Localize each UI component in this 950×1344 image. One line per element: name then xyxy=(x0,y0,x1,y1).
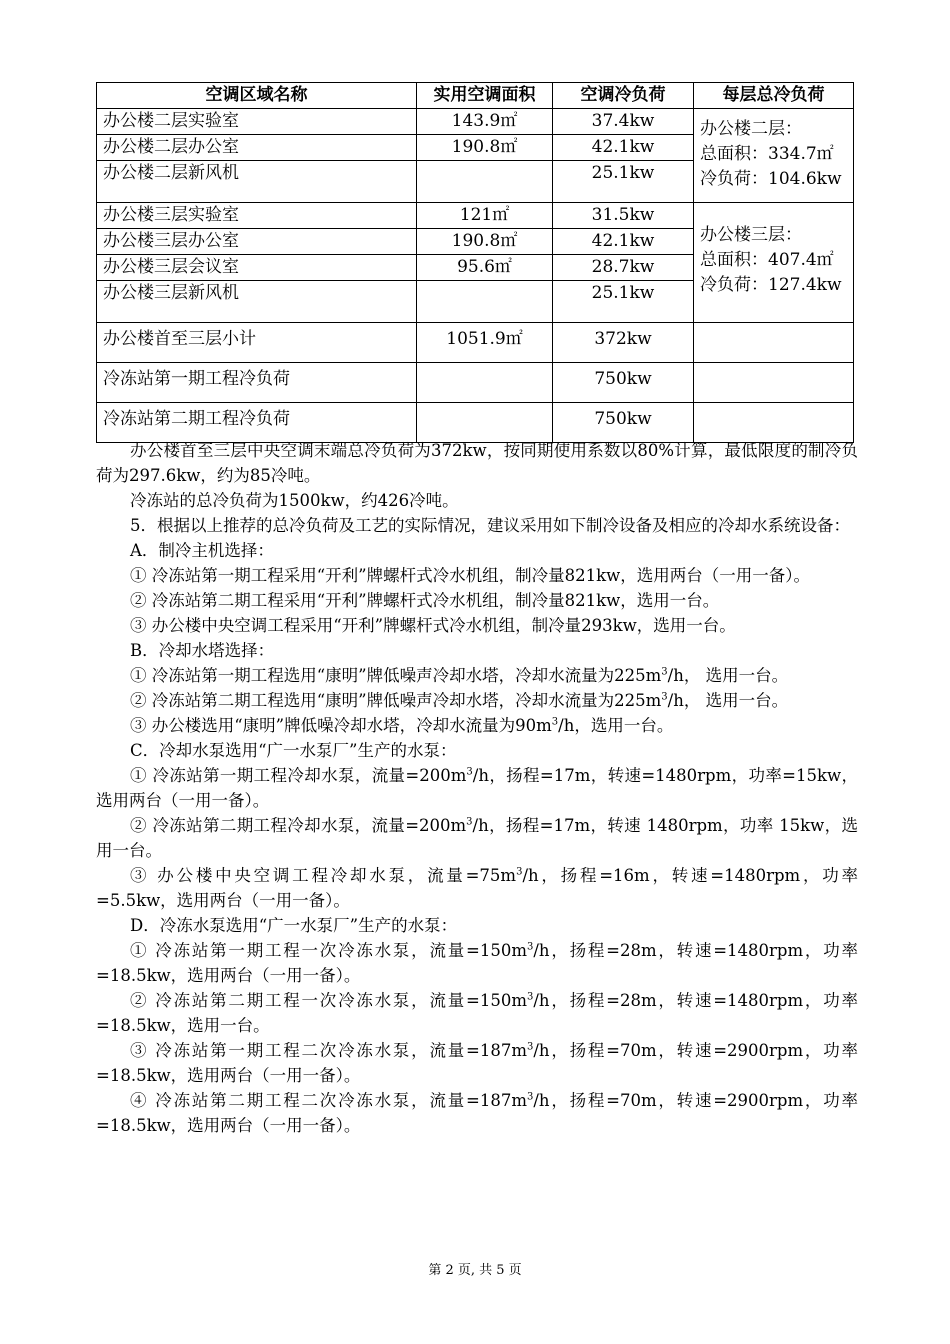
floor2-summary-load: 冷负荷：104.6kw xyxy=(700,169,842,189)
list-item: ① 冷冻站第一期工程一次冷冻水泵，流量$=150m^3/h$，扬程=28m，转速=1480rpm，功率=18.5kw，选用两台（一用一备）。 xyxy=(96,941,858,985)
row-load: 42.1kw xyxy=(553,135,694,161)
table-row xyxy=(97,203,854,229)
list-item: ② 冷冻站第二期工程一次冷冻水泵，流量$=150m^3/h$，扬程=28m，转速=1480rpm，功率=18.5kw，选用一台。 xyxy=(96,991,858,1035)
row-load: 750kw xyxy=(553,403,694,443)
row-area xyxy=(417,363,553,403)
row-area: 1051.9㎡ xyxy=(417,323,553,363)
body-text xyxy=(96,438,858,1138)
list-item: ② 冷冻站第二期工程冷却水泵，流量$=200m^3/h$，扬程=17m，转速 1480rpm，功率 15kw，选用一台。 xyxy=(96,816,858,860)
section-c-title: C．冷却水泵选用“广一水泵厂”生产的水泵： xyxy=(130,741,457,760)
floor3-summary-load: 冷负荷：127.4kw xyxy=(700,275,842,295)
list-item: ③ 办公楼选用“康明”牌低噪冷却水塔，冷却水流量为$90m^3/h$，选用一台。 xyxy=(130,716,674,735)
table-row xyxy=(97,109,854,135)
floor2-summary-area: 总面积：334.7㎡ xyxy=(700,144,834,164)
header-area-name: 空调区域名称 xyxy=(97,83,417,109)
row-area: 95.6㎡ xyxy=(417,255,553,281)
row-load: 28.7kw xyxy=(553,255,694,281)
section-b-title: B．冷却水塔选择： xyxy=(130,641,275,660)
list-item: ② 冷冻站第二期工程选用“康明”牌低噪声冷却水塔，冷却水流量为$225m^3/h$， 选用一台。 xyxy=(130,691,789,710)
list-item: ① 冷冻站第一期工程选用“康明”牌低噪声冷却水塔，冷却水流量为$225m^3/h$， 选用一台。 xyxy=(130,666,789,685)
empty-cell xyxy=(694,323,854,363)
list-item: ① 冷冻站第一期工程冷却水泵，流量$=200m^3/h$，扬程=17m，转速=1480rpm，功率=15kw，选用两台（一用一备）。 xyxy=(96,766,858,810)
list-item: ② 冷冻站第二期工程采用“开利”牌螺杆式冷水机组，制冷量821kw，选用一台。 xyxy=(130,591,720,610)
row-name: 办公楼三层办公室 xyxy=(97,229,417,255)
row-load: 750kw xyxy=(553,363,694,403)
table-row xyxy=(97,323,854,363)
section-d-title: D．冷冻水泵选用“广一水泵厂”生产的水泵： xyxy=(130,916,458,935)
floor3-summary-title: 办公楼三层： xyxy=(700,225,802,245)
row-name: 办公楼二层办公室 xyxy=(97,135,417,161)
floor2-summary xyxy=(694,109,854,203)
table-row xyxy=(97,363,854,403)
empty-cell xyxy=(694,403,854,443)
table-header-row xyxy=(97,83,854,109)
row-area: 190.8㎡ xyxy=(417,229,553,255)
floor3-summary-area: 总面积：407.4㎡ xyxy=(700,250,834,270)
header-cooling-load: 空调冷负荷 xyxy=(553,83,694,109)
header-usable-area: 实用空调面积 xyxy=(417,83,553,109)
row-area: 143.9㎡ xyxy=(417,109,553,135)
cooling-load-table xyxy=(96,82,854,443)
row-load: 31.5kw xyxy=(553,203,694,229)
row-name: 办公楼二层新风机 xyxy=(97,161,417,203)
paragraph-recommendation: 5．根据以上推荐的总冷负荷及工艺的实际情况，建议采用如下制冷设备及相应的冷却水系统设备： xyxy=(130,516,850,535)
list-item: ③ 冷冻站第一期工程二次冷冻水泵，流量$=187m^3/h$，扬程=70m，转速=2900rpm，功率=18.5kw，选用两台（一用一备）。 xyxy=(96,1041,858,1085)
list-item: ③ 办公楼中央空调工程冷却水泵，流量$=75m^3/h$，扬程=16m，转速=1480rpm，功率=5.5kw，选用两台（一用一备）。 xyxy=(96,866,858,910)
floor3-summary xyxy=(694,203,854,323)
page-footer: 第 2 页, 共 5 页 xyxy=(428,1263,522,1278)
header-floor-total-load: 每层总冷负荷 xyxy=(694,83,854,109)
row-name: 冷冻站第二期工程冷负荷 xyxy=(97,403,417,443)
row-name: 办公楼三层实验室 xyxy=(97,203,417,229)
row-name: 办公楼首至三层小计 xyxy=(97,323,417,363)
row-area: 121㎡ xyxy=(417,203,553,229)
row-area xyxy=(417,161,553,203)
list-item: ④ 冷冻站第二期工程二次冷冻水泵，流量$=187m^3/h$，扬程=70m，转速=2900rpm，功率=18.5kw，选用两台（一用一备）。 xyxy=(96,1091,858,1135)
row-load: 25.1kw xyxy=(553,161,694,203)
list-item: ① 冷冻站第一期工程采用“开利”牌螺杆式冷水机组，制冷量821kw，选用两台（一用一备）。 xyxy=(130,566,810,585)
paragraph-station-load: 冷冻站的总冷负荷为1500kw，约426冷吨。 xyxy=(130,491,459,510)
list-item: ③ 办公楼中央空调工程采用“开利”牌螺杆式冷水机组，制冷量293kw，选用一台。 xyxy=(130,616,736,635)
row-area xyxy=(417,403,553,443)
row-area xyxy=(417,281,553,323)
floor2-summary-title: 办公楼二层： xyxy=(700,119,802,139)
row-name: 办公楼三层会议室 xyxy=(97,255,417,281)
table-row xyxy=(97,403,854,443)
row-load: 25.1kw xyxy=(553,281,694,323)
paragraph-office-load: 办公楼首至三层中央空调末端总冷负荷为372kw，按同期使用系数以80%计算，最低限度的制冷负荷为297.6kw，约为85冷吨。 xyxy=(96,441,858,485)
row-name: 办公楼二层实验室 xyxy=(97,109,417,135)
row-load: 42.1kw xyxy=(553,229,694,255)
empty-cell xyxy=(694,363,854,403)
row-load: 37.4kw xyxy=(553,109,694,135)
row-name: 冷冻站第一期工程冷负荷 xyxy=(97,363,417,403)
row-area: 190.8㎡ xyxy=(417,135,553,161)
row-name: 办公楼三层新风机 xyxy=(97,281,417,323)
row-load: 372kw xyxy=(553,323,694,363)
section-a-title: A．制冷主机选择： xyxy=(130,541,274,560)
